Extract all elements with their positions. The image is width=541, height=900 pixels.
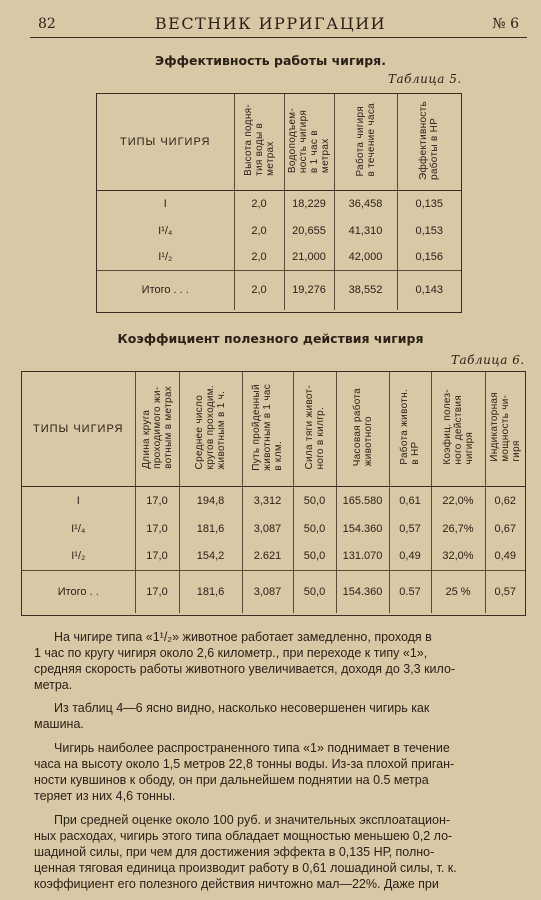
- cell: 17,0: [135, 570, 179, 613]
- journal-title: ВЕСТНИК ИРРИГАЦИИ: [154, 14, 387, 33]
- cell: 181,6: [179, 516, 242, 542]
- table5-col-header: Высота подня- тия воды в метрах: [234, 94, 284, 190]
- cell: 17,0: [135, 516, 179, 542]
- table5-type-header: ТИПЫ ЧИГИРЯ: [97, 94, 234, 190]
- table6-header-row: [22, 372, 525, 486]
- cell: 131.070: [336, 542, 389, 570]
- table6-col-header: Коэфиц. полез- ного действия чигиря: [431, 372, 485, 486]
- cell: 17,0: [135, 486, 179, 516]
- cell: 0,143: [397, 270, 461, 310]
- table-row: [97, 190, 461, 218]
- cell: 0,61: [389, 486, 431, 516]
- table5: [97, 94, 461, 310]
- table-total-row: [97, 270, 461, 310]
- cell: 2,0: [234, 244, 284, 270]
- cell: 165.580: [336, 486, 389, 516]
- text-line: ценная тяговая единица производит работу в 0,61 лошадиной силы, т. к.: [34, 861, 457, 875]
- text-line: Из таблиц 4—6 ясно видно, насколько несовершенен чигирь как: [54, 701, 430, 715]
- text-line: ности кувшинов к ободу, он при дальнейшем поднятии на 0.5 метра: [34, 773, 429, 787]
- table5-label: Таблица 5.: [388, 72, 462, 86]
- paragraph: [34, 740, 525, 804]
- cell: 0,49: [389, 542, 431, 570]
- cell: 0,62: [485, 486, 525, 516]
- cell: 0,49: [485, 542, 525, 570]
- table-row: [22, 516, 525, 542]
- cell: 50,0: [293, 570, 336, 613]
- row-type: I¹/₂: [158, 250, 173, 263]
- row-type: I¹/₄: [158, 225, 173, 237]
- cell: 2,0: [234, 190, 284, 218]
- table-row: [22, 542, 525, 570]
- text-line: 1 час по кругу чигиря около 2,6 километр., при переходе к типу «1»,: [34, 646, 428, 660]
- page-number: 82: [38, 16, 56, 32]
- table6-title: Коэффициент полезного действия чигиря: [117, 331, 424, 346]
- cell: 0.57: [389, 570, 431, 613]
- row-type: I: [76, 495, 80, 508]
- text-line: теряет из них 4,6 тонны.: [34, 789, 176, 803]
- table6-col-header: Работа животн. в НР: [389, 372, 431, 486]
- cell: 3,087: [242, 516, 293, 542]
- text-line: шадиной силы, при чем для достижения эффекта в 0,135 НР, полно-: [34, 845, 435, 859]
- cell: 50,0: [293, 542, 336, 570]
- table5-header-row: [97, 94, 461, 190]
- cell: 2,0: [234, 218, 284, 244]
- cell: 18,229: [284, 190, 334, 218]
- cell: 50,0: [293, 486, 336, 516]
- cell: 19,276: [284, 270, 334, 310]
- text-line: При средней оценке около 100 руб. и значительных эксплоатацион-: [54, 813, 451, 827]
- text-line: ных расходах, чигирь этого типа обладает мощностью меньшею 0,2 ло-: [34, 829, 453, 843]
- row-type: I¹/₄: [71, 523, 86, 535]
- cell: 154,2: [179, 542, 242, 570]
- table5-col-header: Эффективность работы в НР: [397, 94, 461, 190]
- table-row: [97, 244, 461, 270]
- row-type: Итого . . .: [97, 270, 234, 310]
- paragraph: [34, 629, 525, 693]
- cell: 25 %: [431, 570, 485, 613]
- cell: 2,0: [234, 270, 284, 310]
- cell: 26,7%: [431, 516, 485, 542]
- cell: 0,156: [397, 244, 461, 270]
- table6-col-header: Индикаторная мощность чи- гиря: [485, 372, 525, 486]
- table6-col-header: Среднее число кругов проходим. животным в 1 ч.: [179, 372, 242, 486]
- cell: 154.360: [336, 570, 389, 613]
- issue-number: № 6: [492, 16, 519, 32]
- paragraph: [34, 812, 525, 892]
- cell: 38,552: [334, 270, 397, 310]
- cell: 0,153: [397, 218, 461, 244]
- cell: 0,135: [397, 190, 461, 218]
- table5-title: Эффективность работы чигиря.: [155, 53, 386, 68]
- cell: 42,000: [334, 244, 397, 270]
- text-line: На чигире типа «1¹/₂» животное работает замедленно, проходя в: [54, 630, 432, 644]
- cell: 154.360: [336, 516, 389, 542]
- table6-col-header: Путь пройденный животным в 1 час в клм.: [242, 372, 293, 486]
- table6-label: Таблица 6.: [451, 353, 525, 367]
- row-type: I¹/₂: [71, 549, 86, 562]
- row-type: Итого . .: [22, 570, 135, 613]
- text-line: часа на высоту около 1,5 метров 22,8 тонны воды. Из-за плохой приган-: [34, 757, 455, 771]
- cell: 50,0: [293, 516, 336, 542]
- cell: 22,0%: [431, 486, 485, 516]
- table5-col-header: Работа чигиря в течение часа: [334, 94, 397, 190]
- table6-type-header: ТИПЫ ЧИГИРЯ: [22, 372, 135, 486]
- table-row: [22, 486, 525, 516]
- cell: 32,0%: [431, 542, 485, 570]
- row-type: I: [163, 198, 167, 211]
- text-line: машина.: [34, 717, 84, 731]
- table6-col-header: Часовая работа животного: [336, 372, 389, 486]
- table6-col-header: Сила тяги живот- ного в килгр.: [293, 372, 336, 486]
- table6: [22, 372, 525, 613]
- cell: 20,655: [284, 218, 334, 244]
- cell: 36,458: [334, 190, 397, 218]
- text-line: средняя скорость работы животного увеличивается, доходя до 3,3 кило-: [34, 662, 456, 676]
- header-rule: [30, 37, 527, 38]
- cell: 21,000: [284, 244, 334, 270]
- cell: 41,310: [334, 218, 397, 244]
- cell: 3,312: [242, 486, 293, 516]
- cell: 2.621: [242, 542, 293, 570]
- table5-col-header: Водоподъем- ность чигиря в 1 час в метрах: [284, 94, 334, 190]
- table-total-row: [22, 570, 525, 613]
- text-line: коэффициент его полезного действия ничтожно мал—22%. Даже при: [34, 877, 439, 891]
- text-line: Чигирь наиболее распространенного типа «1» поднимает в течение: [54, 741, 450, 755]
- page-header: [0, 12, 541, 36]
- cell: 181,6: [179, 570, 242, 613]
- cell: 3,087: [242, 570, 293, 613]
- table6-col-header: Длина круга проходимого жи- вотным в метрах: [135, 372, 179, 486]
- cell: 0,57: [389, 516, 431, 542]
- text-line: метра.: [34, 678, 73, 692]
- cell: 0,67: [485, 516, 525, 542]
- table-row: [97, 218, 461, 244]
- cell: 0,57: [485, 570, 525, 613]
- cell: 194,8: [179, 486, 242, 516]
- paragraph: [34, 700, 525, 732]
- cell: 17,0: [135, 542, 179, 570]
